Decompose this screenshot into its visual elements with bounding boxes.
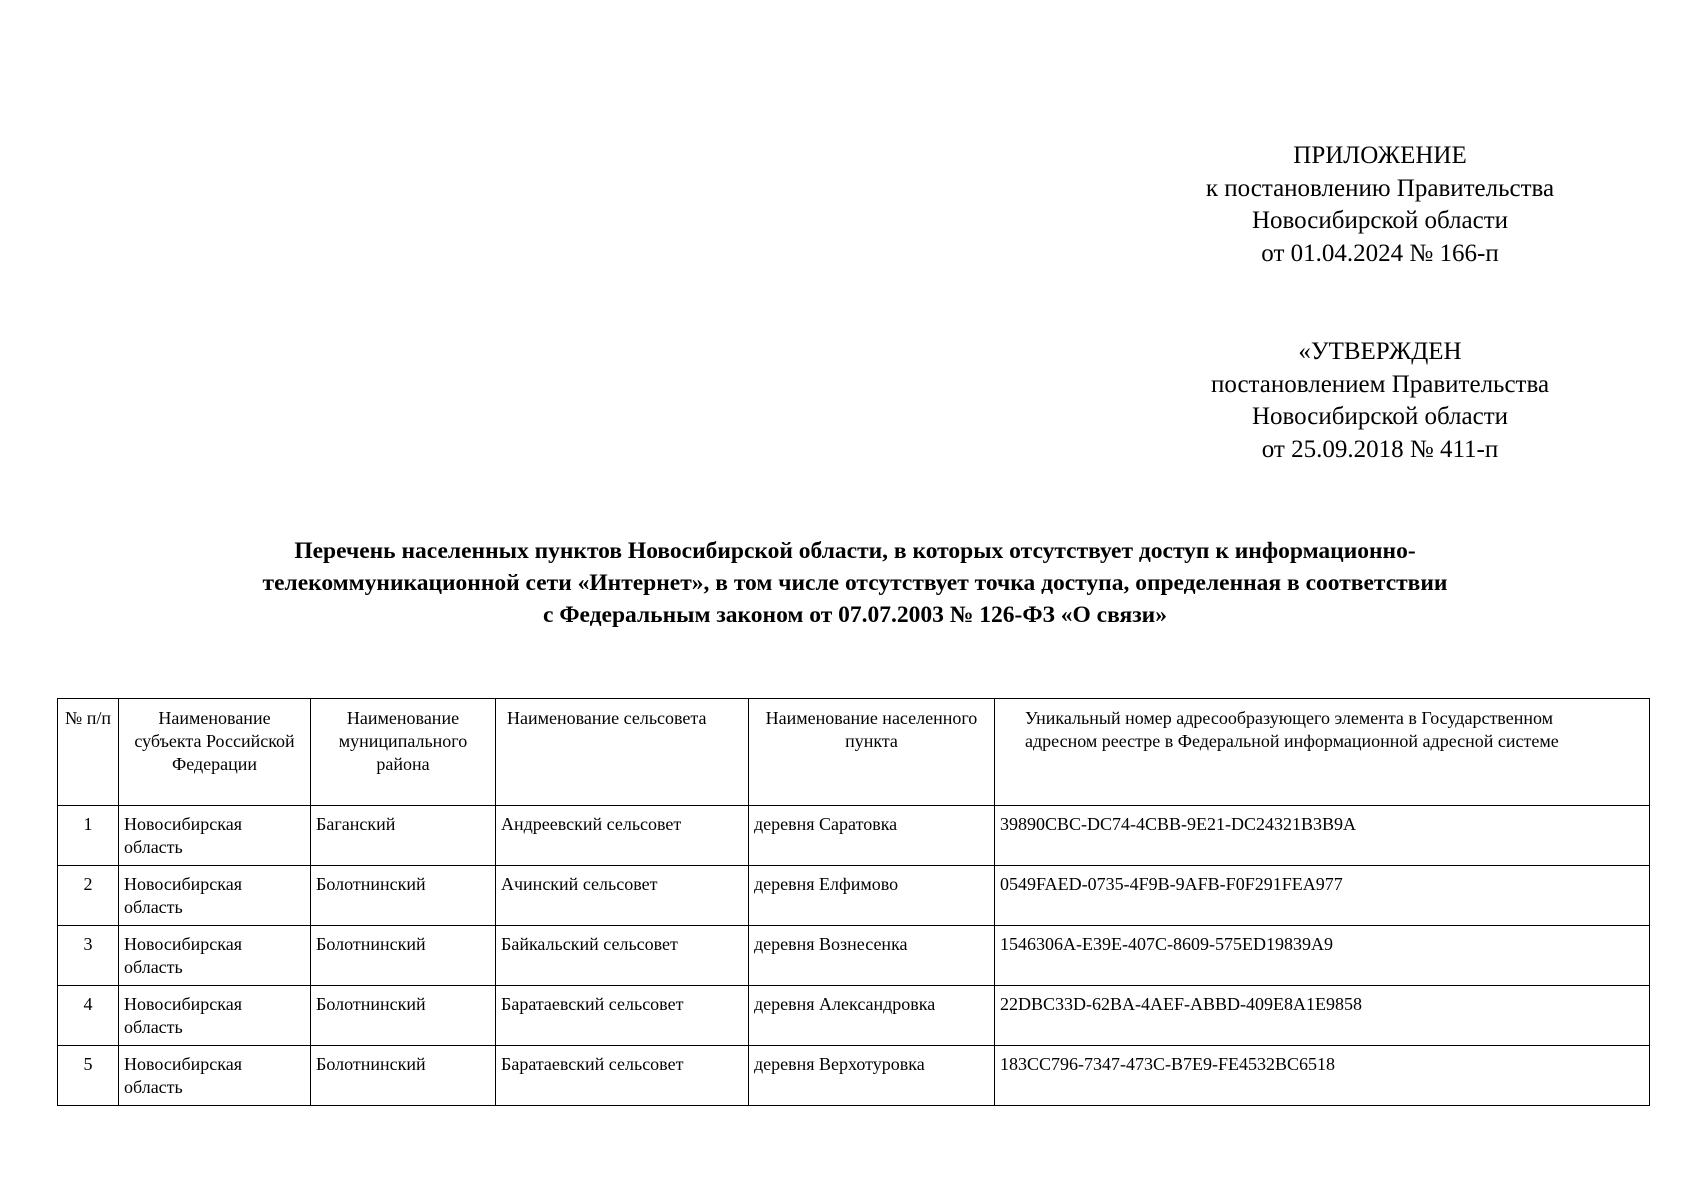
cell-settlement: деревня Верхотуровка bbox=[749, 1046, 995, 1106]
appendix-resolution-line: к постановлению Правительства bbox=[1205, 174, 1555, 202]
cell-settlement: деревня Вознесенка bbox=[749, 926, 995, 986]
cell-sovet: Андреевский сельсовет bbox=[496, 806, 749, 866]
approved-header bbox=[1150, 336, 1610, 466]
approved-date-number: от 25.09.2018 № 411-п bbox=[1261, 435, 1499, 463]
table-row bbox=[58, 926, 1650, 986]
cell-sovet: Баратаевский сельсовет bbox=[496, 986, 749, 1046]
cell-district: Болотнинский bbox=[311, 866, 496, 926]
cell-number: 4 bbox=[58, 986, 119, 1046]
cell-number: 3 bbox=[58, 926, 119, 986]
approved-region-line: Новосибирской области bbox=[1251, 403, 1509, 430]
cell-number: 1 bbox=[58, 806, 119, 866]
table-row bbox=[58, 806, 1650, 866]
header-number: № п/п bbox=[58, 699, 119, 806]
table-row bbox=[58, 1046, 1650, 1106]
cell-settlement: деревня Елфимово bbox=[749, 866, 995, 926]
header-subject: Наименование субъекта Российской Федерации bbox=[119, 699, 311, 806]
approved-resolution-line: постановлением Правительства bbox=[1210, 370, 1550, 398]
header-district: Наименование муниципального района bbox=[311, 699, 496, 806]
appendix-label: ПРИЛОЖЕНИЕ bbox=[1293, 142, 1467, 169]
settlements-table bbox=[57, 698, 1650, 1106]
appendix-header bbox=[1150, 140, 1610, 270]
approved-label: «УТВЕРЖДЕН bbox=[1298, 338, 1462, 365]
cell-subject: Новосибирская область bbox=[119, 866, 311, 926]
header-unique-id: Уникальный номер адресообразующего элемента в Государственном адресном реестре в Федеральной информационной адресной системе bbox=[995, 699, 1650, 806]
cell-subject: Новосибирская область bbox=[119, 926, 311, 986]
header-settlement: Наименование населенного пункта bbox=[749, 699, 995, 806]
appendix-date-number: от 01.04.2024 № 166-п bbox=[1261, 239, 1499, 267]
document-title-line: с Федеральным законом от 07.07.2003 № 126-ФЗ «О связи» bbox=[543, 602, 1167, 628]
cell-settlement: деревня Саратовка bbox=[749, 806, 995, 866]
cell-unique-id: 39890CBC-DC74-4CBB-9E21-DC24321B3B9A bbox=[995, 806, 1650, 866]
table-header-row bbox=[58, 699, 1650, 806]
cell-subject: Новосибирская область bbox=[119, 806, 311, 866]
document-title bbox=[60, 535, 1650, 631]
document-title-line: телекоммуникационной сети «Интернет», в том числе отсутствует точка доступа, определенная в соответствии bbox=[262, 570, 1448, 596]
cell-number: 2 bbox=[58, 866, 119, 926]
cell-unique-id: 22DBC33D-62BA-4AEF-ABBD-409E8A1E9858 bbox=[995, 986, 1650, 1046]
cell-settlement: деревня Александровка bbox=[749, 986, 995, 1046]
cell-district: Болотнинский bbox=[311, 1046, 496, 1106]
document-title-line: Перечень населенных пунктов Новосибирской области, в которых отсутствует доступ к информационно- bbox=[294, 538, 1416, 564]
table-header bbox=[58, 699, 1650, 806]
cell-unique-id: 1546306A-E39E-407C-8609-575ED19839A9 bbox=[995, 926, 1650, 986]
cell-sovet: Баратаевский сельсовет bbox=[496, 1046, 749, 1106]
cell-district: Баганский bbox=[311, 806, 496, 866]
cell-unique-id: 0549FAED-0735-4F9B-9AFB-F0F291FEA977 bbox=[995, 866, 1650, 926]
cell-district: Болотнинский bbox=[311, 986, 496, 1046]
cell-unique-id: 183CC796-7347-473C-B7E9-FE4532BC6518 bbox=[995, 1046, 1650, 1106]
table-row bbox=[58, 866, 1650, 926]
cell-subject: Новосибирская область bbox=[119, 1046, 311, 1106]
cell-subject: Новосибирская область bbox=[119, 986, 311, 1046]
header-sovet: Наименование сельсовета bbox=[496, 699, 749, 806]
cell-number: 5 bbox=[58, 1046, 119, 1106]
cell-district: Болотнинский bbox=[311, 926, 496, 986]
cell-sovet: Ачинский сельсовет bbox=[496, 866, 749, 926]
appendix-region-line: Новосибирской области bbox=[1251, 207, 1509, 234]
cell-sovet: Байкальский сельсовет bbox=[496, 926, 749, 986]
table-body bbox=[58, 806, 1650, 1106]
table-row bbox=[58, 986, 1650, 1046]
